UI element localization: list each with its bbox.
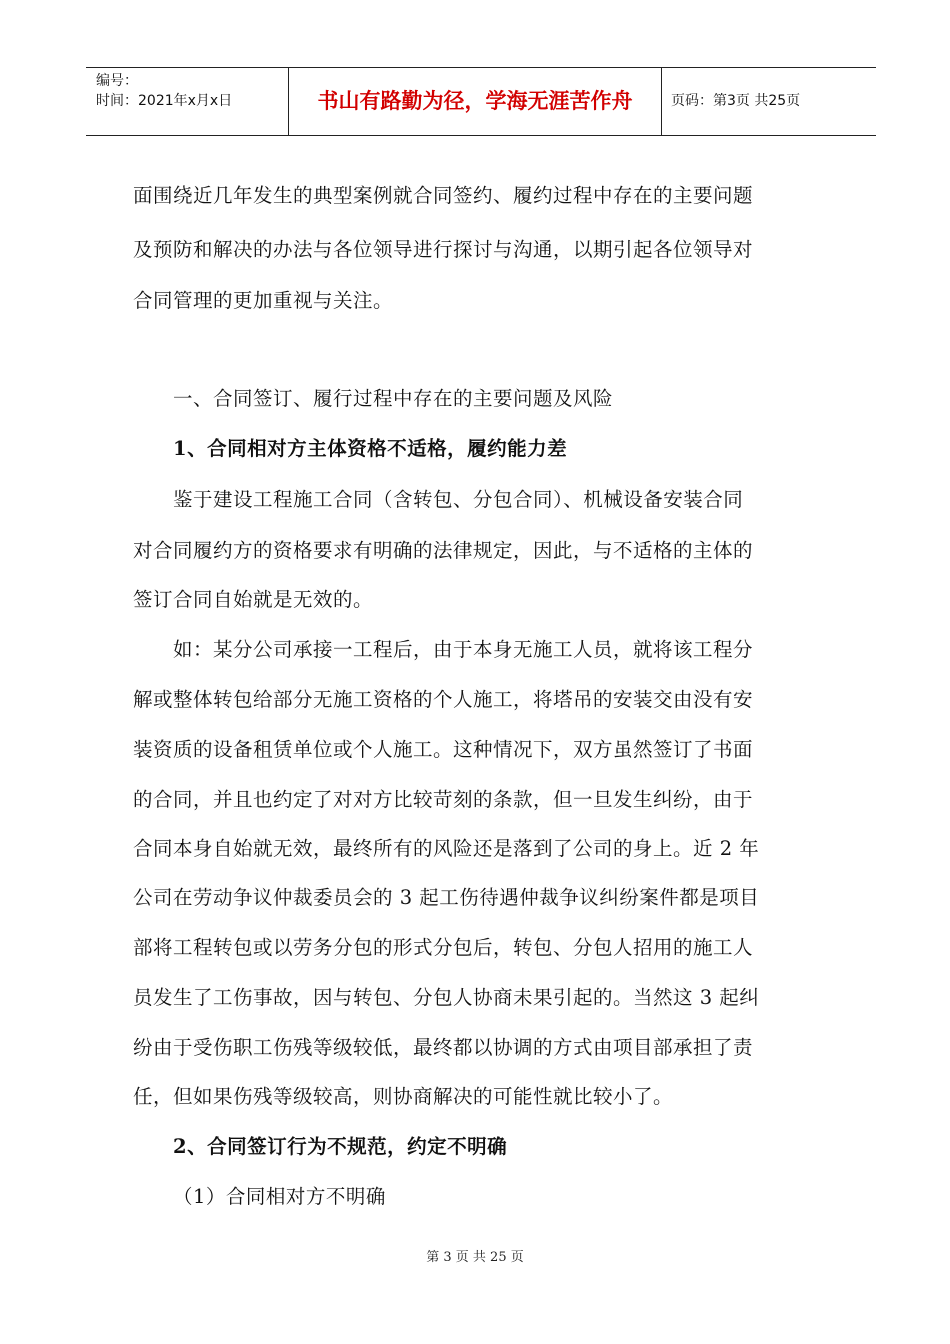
section-heading: 一、合同签订、履行过程中存在的主要问题及风险 [173,387,614,410]
header-motto: 书山有路勤为径，学海无涯苦作舟 [317,89,633,113]
sub-subsection-heading: （1）合同相对方不明确 [173,1185,386,1208]
body-line: 面围绕近几年发生的典型案例就合同签约、履约过程中存在的主要问题 [133,184,754,207]
body-line: 鉴于建设工程施工合同（含转包、分包合同）、机械设备安装合同 [173,488,744,511]
body-line: 合同管理的更加重视与关注。 [133,289,394,312]
header-number-label: 编号： [96,73,138,89]
body-line: 部将工程转包或以劳务分包的形式分包后，转包、分包人招用的施工人 [133,936,754,959]
header-date-label: 时间：2021年x月x日 [96,93,233,109]
header-meta [96,71,232,111]
header-page-label: 页码：第3页 共25页 [671,93,801,109]
body-line: 签订合同自始就是无效的。 [133,588,374,611]
body-line: 及预防和解决的办法与各位领导进行探讨与沟通，以期引起各位领导对 [133,238,754,261]
body-line: 任，但如果伤残等级较高，则协商解决的可能性就比较小了。 [133,1085,674,1108]
body-line: 纷由于受伤职工伤残等级较低，最终都以协调的方式由项目部承担了责 [133,1036,754,1059]
body-line: 公司在劳动争议仲裁委员会的 3 起工伤待遇仲裁争议纠纷案件都是项目 [133,886,760,909]
header-divider [661,68,662,135]
document-header [86,67,876,136]
body-line: 的合同，并且也约定了对对方比较苛刻的条款，但一旦发生纠纷，由于 [133,788,754,811]
subsection-heading: 2、合同签订行为不规范，约定不明确 [173,1135,508,1158]
page-footer: 第 3 页 共 25 页 [426,1250,524,1265]
subsection-heading: 1、合同相对方主体资格不适格，履约能力差 [173,437,568,460]
body-line: 解或整体转包给部分无施工资格的个人施工，将塔吊的安装交由没有安 [133,688,754,711]
body-line: 装资质的设备租赁单位或个人施工。这种情况下，双方虽然签订了书面 [133,738,754,761]
body-line: 如：某分公司承接一工程后，由于本身无施工人员，就将该工程分 [173,638,754,661]
body-line: 员发生了工伤事故，因与转包、分包人协商未果引起的。当然这 3 起纠 [133,986,760,1009]
body-line: 合同本身自始就无效，最终所有的风险还是落到了公司的身上。近 2 年 [133,837,760,860]
body-line: 对合同履约方的资格要求有明确的法律规定，因此，与不适格的主体的 [133,539,754,562]
